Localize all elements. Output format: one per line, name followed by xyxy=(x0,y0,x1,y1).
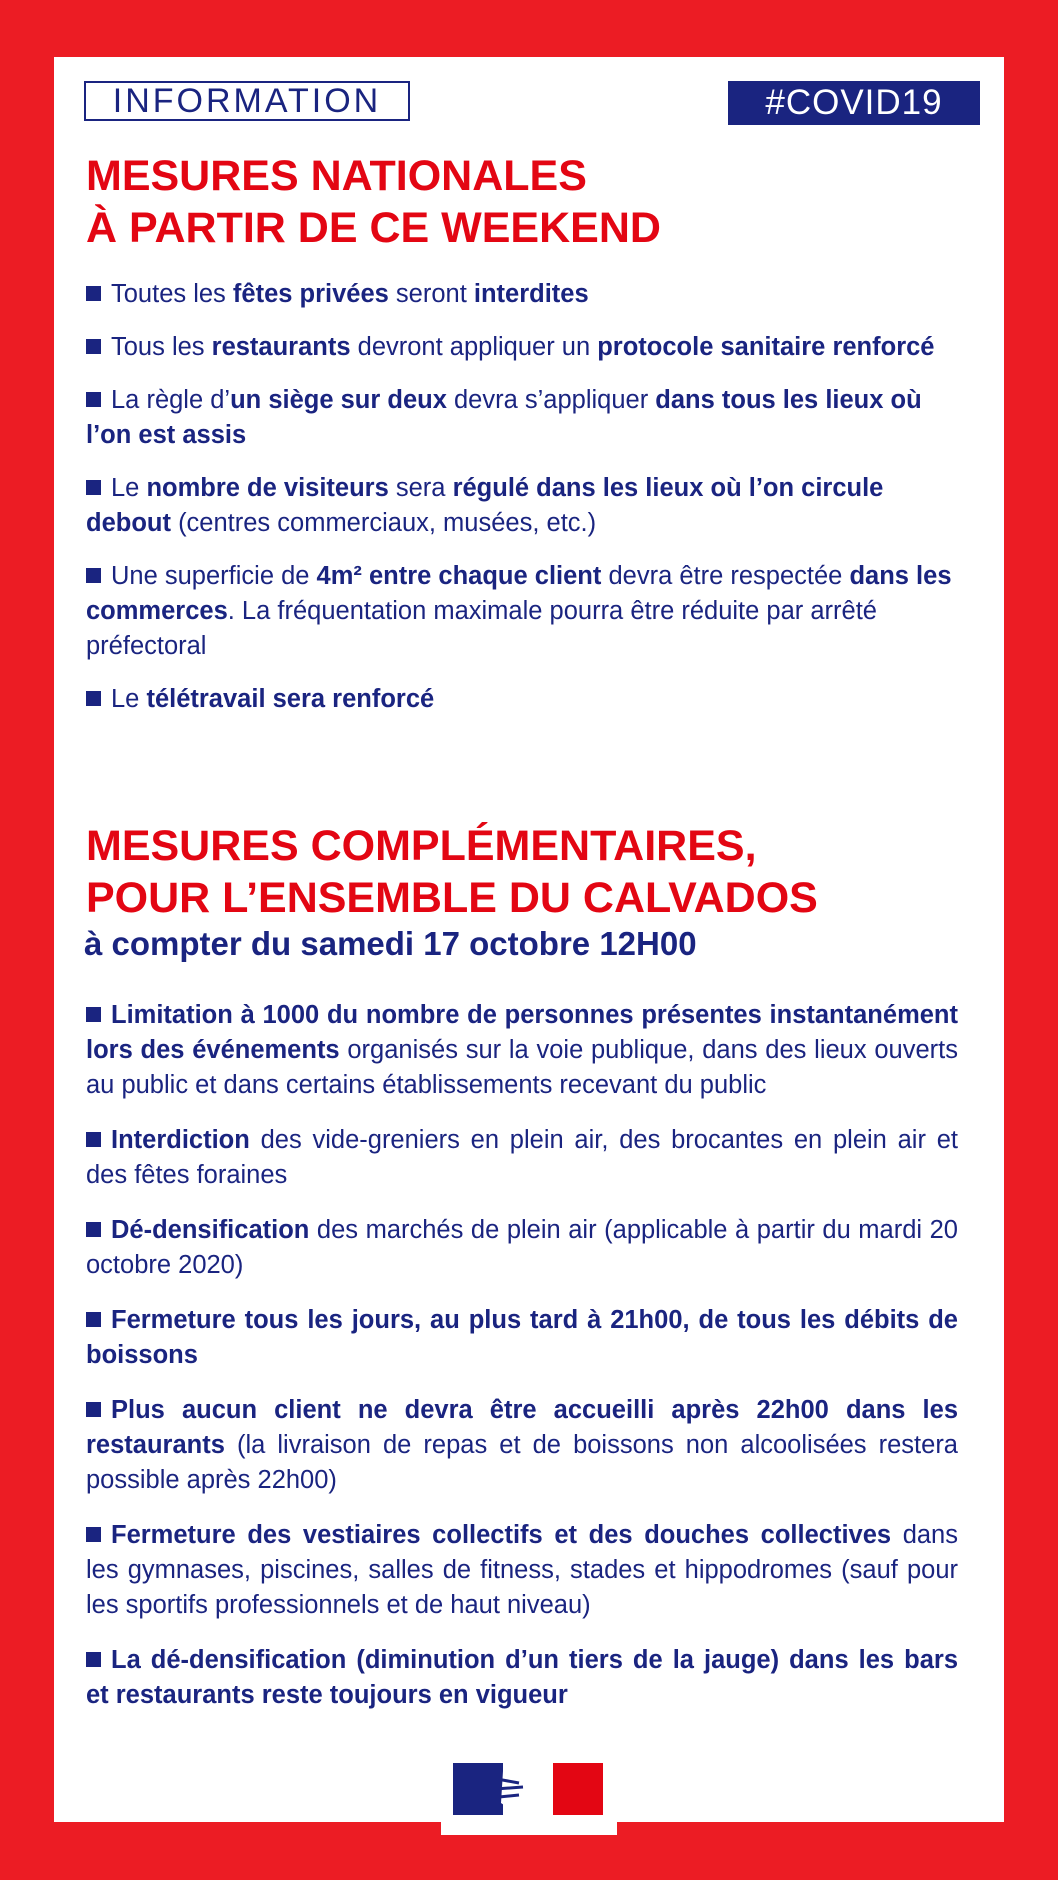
item-text-bold: régulé dans les lieux où l’on circule debout xyxy=(86,474,884,537)
list-item xyxy=(86,471,958,541)
item-text: des vide-greniers en plein air, des brocantes en plein air et des fêtes foraines xyxy=(86,1126,958,1189)
list-item xyxy=(86,330,958,365)
section1-heading-line-2: À PARTIR DE CE WEEKEND xyxy=(86,204,661,252)
item-text: devront appliquer un xyxy=(350,333,598,361)
item-text-bold: Fermeture tous les jours, au plus tard à 21h00, de tous les débits de boissons xyxy=(86,1306,958,1369)
item-text: (la livraison de repas et de boissons non alcoolisées restera possible après 22h00) xyxy=(86,1431,958,1494)
item-text-bold: nombre de visiteurs xyxy=(146,474,389,502)
list-item xyxy=(86,1303,958,1373)
bullet-square-icon xyxy=(86,1312,101,1327)
covid19-hashtag: #COVID19 xyxy=(728,81,980,125)
item-text-bold: dans les commerces xyxy=(86,562,952,625)
item-text: organisés sur la voie publique, dans des lieux ouverts au public et dans certains établissements recevant du public xyxy=(86,1036,958,1099)
section1-heading-line-1: MESURES NATIONALES xyxy=(86,152,587,200)
bullet-square-icon xyxy=(86,1132,101,1147)
list-item xyxy=(86,1393,958,1498)
item-text: des marchés de plein air (applicable à partir du mardi 20 octobre 2020) xyxy=(86,1216,958,1279)
item-text: Tous les xyxy=(111,333,212,361)
item-text: devra être respectée xyxy=(601,562,850,590)
bullet-square-icon xyxy=(86,1007,101,1022)
item-text-bold: 4m² entre chaque client xyxy=(316,562,602,590)
item-text: seront xyxy=(388,280,474,308)
item-text: devra s’appliquer xyxy=(446,386,656,414)
bullet-square-icon xyxy=(86,691,101,706)
information-tag: INFORMATION xyxy=(84,81,410,121)
item-text: La règle d’ xyxy=(111,386,231,414)
item-text-bold: Plus aucun client ne devra être accueilli après 22h00 dans les restaurants xyxy=(86,1396,958,1459)
section2-list xyxy=(86,998,958,1733)
item-text-bold: La dé-densification (diminution d’un tiers de la jauge) dans les bars et restaurants reste toujours en vigueur xyxy=(86,1646,958,1709)
section1-list xyxy=(86,277,958,735)
bullet-square-icon xyxy=(86,1652,101,1667)
section2-heading xyxy=(86,820,818,924)
list-item xyxy=(86,383,958,453)
section2-heading-line-1: MESURES COMPLÉMENTAIRES, xyxy=(86,822,757,870)
item-text: sera xyxy=(388,474,453,502)
list-item xyxy=(86,277,958,312)
logo-red-band xyxy=(553,1763,603,1815)
item-text-bold: un siège sur deux xyxy=(230,386,447,414)
bullet-square-icon xyxy=(86,568,101,583)
list-item xyxy=(86,998,958,1103)
list-item xyxy=(86,559,958,664)
item-text-bold: fêtes privées xyxy=(232,280,389,308)
item-text-bold: interdites xyxy=(473,280,589,308)
item-text-bold: Dé-densification xyxy=(111,1216,310,1244)
marianne-logo-icon xyxy=(441,1763,617,1835)
item-text: (centres commerciaux, musées, etc.) xyxy=(170,509,597,537)
item-text: Le xyxy=(111,685,147,713)
section2-subheading: à compter du samedi 17 octobre 12H00 xyxy=(84,925,697,962)
section1-heading xyxy=(86,150,661,254)
section2-heading-line-2: POUR L’ENSEMBLE DU CALVADOS xyxy=(86,874,818,922)
item-text-bold: dans tous les lieux où l’on est assis xyxy=(86,386,922,449)
item-text-bold: restaurants xyxy=(211,333,351,361)
list-item xyxy=(86,1123,958,1193)
list-item xyxy=(86,1213,958,1283)
item-text: Une superficie de xyxy=(111,562,317,590)
bullet-square-icon xyxy=(86,1222,101,1237)
bullet-square-icon xyxy=(86,1527,101,1542)
list-item xyxy=(86,682,958,717)
item-text: Le xyxy=(111,474,147,502)
bullet-square-icon xyxy=(86,339,101,354)
bullet-square-icon xyxy=(86,1402,101,1417)
item-text: . La fréquentation maximale pourra être réduite par arrêté préfectoral xyxy=(86,597,877,660)
item-text: Toutes les xyxy=(111,280,233,308)
item-text: dans les gymnases, piscines, salles de fitness, stades et hippodromes (sauf pour les sportifs professionnels et de haut niveau) xyxy=(86,1521,958,1619)
item-text-bold: Interdiction xyxy=(111,1126,250,1154)
item-text-bold: télétravail sera renforcé xyxy=(146,685,435,713)
list-item xyxy=(86,1518,958,1623)
bullet-square-icon xyxy=(86,480,101,495)
list-item xyxy=(86,1643,958,1713)
bullet-square-icon xyxy=(86,286,101,301)
bullet-square-icon xyxy=(86,392,101,407)
item-text-bold: Fermeture des vestiaires collectifs et des douches collectives xyxy=(111,1521,892,1549)
item-text-bold: Limitation à 1000 du nombre de personnes présentes instantanément lors des événements xyxy=(86,1001,958,1064)
item-text-bold: protocole sanitaire renforcé xyxy=(597,333,935,361)
